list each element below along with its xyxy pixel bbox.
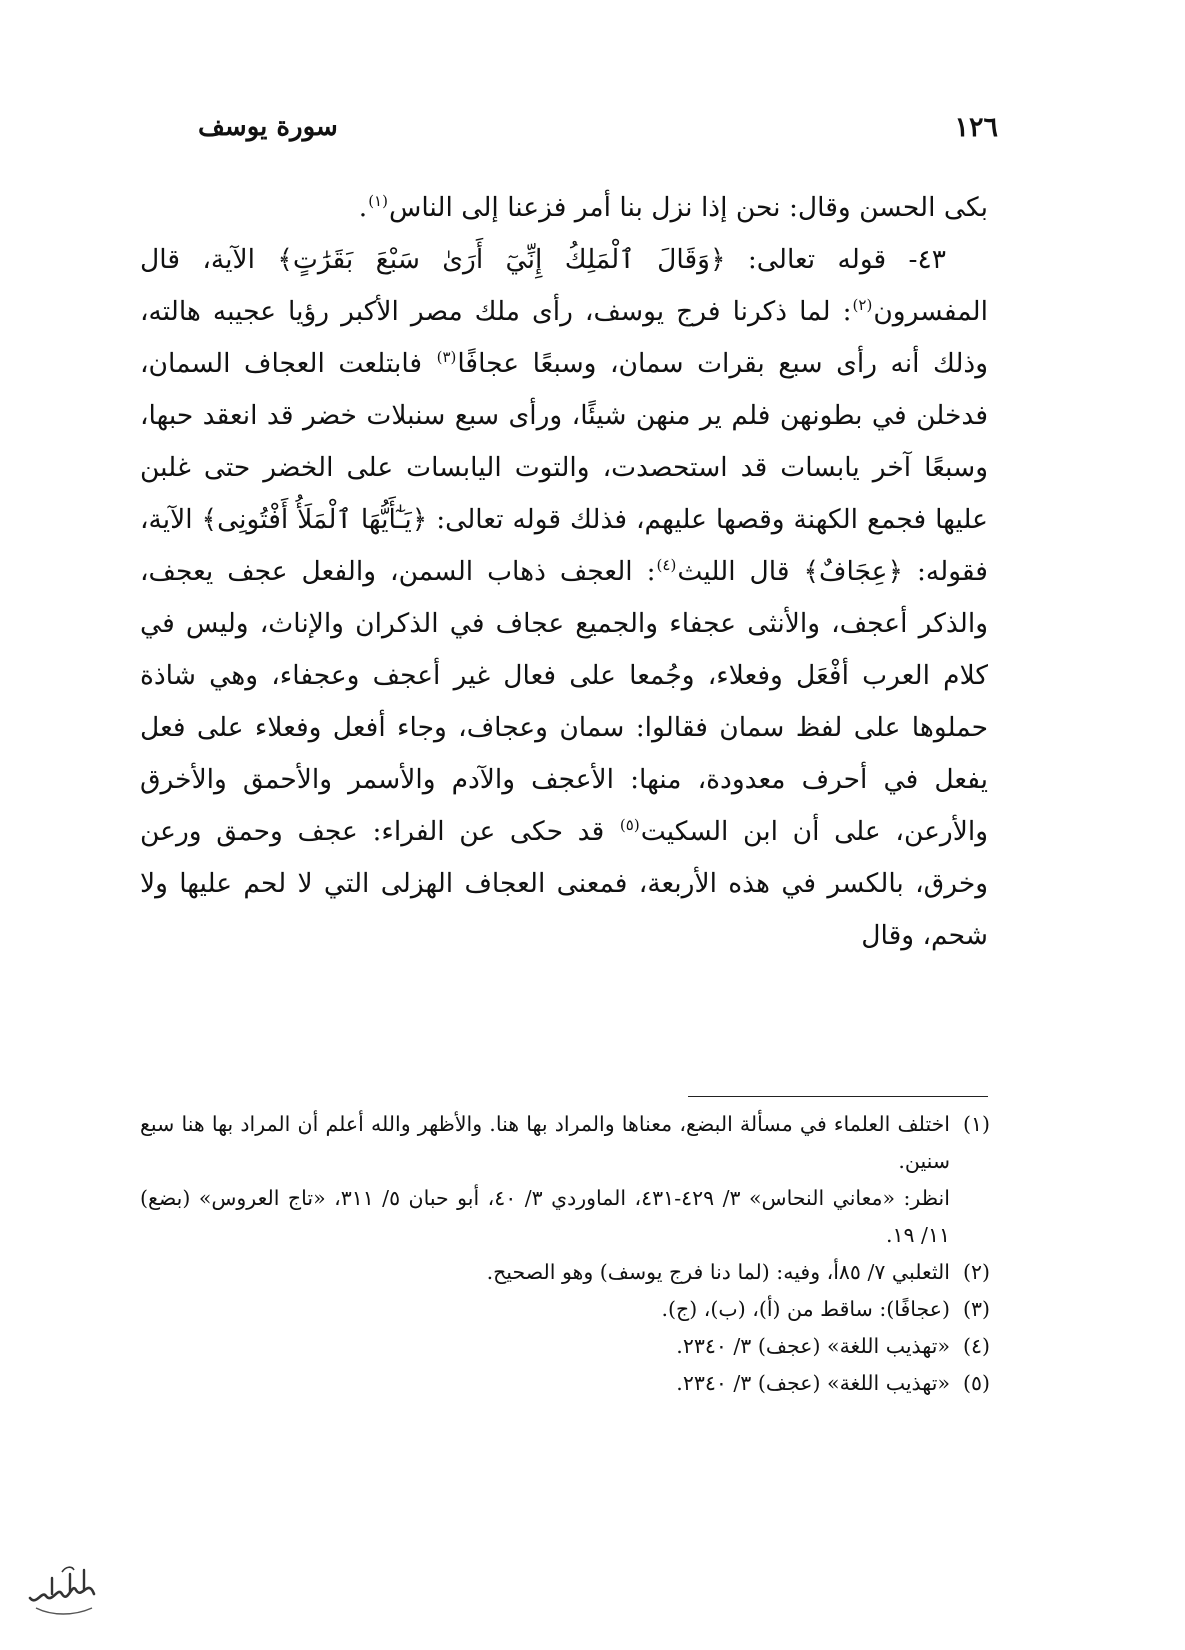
- main-text: [140, 182, 988, 962]
- footnote-number: (٣): [962, 1297, 990, 1321]
- page-number: ١٢٦: [954, 112, 998, 143]
- quran-quote-1: ﴿وَقَالَ ٱلْمَلِكُ إِنِّيٓ أَرَىٰ سَبْعَ بَقَرَٰتٍ﴾: [277, 244, 726, 275]
- footnote-2: [140, 1254, 990, 1291]
- footnotes: [140, 1106, 990, 1402]
- quran-quote-2: ﴿يَـٰٓأَيُّهَا ٱلْمَلَأُ أَفْتُونِى﴾: [201, 504, 428, 535]
- footnote-body: [140, 1291, 950, 1328]
- page-header: [198, 112, 998, 156]
- footnote-number: (١): [962, 1112, 990, 1136]
- footnote-body: [140, 1106, 950, 1254]
- publisher-stamp-logo: [22, 1560, 102, 1620]
- paragraph-1-text: بكى الحسن وقال: نحن إذا نزل بنا أمر فزعنا إلى الناس: [388, 192, 988, 223]
- footnote-5: [140, 1365, 990, 1402]
- footnote-ref-3: (٣): [436, 348, 457, 367]
- footnote-line: (عجافًا): ساقط من (أ)، (ب)، (ج).: [661, 1297, 950, 1321]
- paragraph-1: [140, 182, 988, 234]
- paragraph-2-part-b: الآية، قال المفسرون: [140, 244, 988, 327]
- running-title: سورة يوسف: [198, 112, 338, 142]
- footnote-1: [140, 1106, 990, 1254]
- footnote-divider: [688, 1096, 988, 1097]
- paragraph-2-part-f: قال الليث: [677, 556, 804, 587]
- footnote-ref-5: (٥): [619, 816, 640, 835]
- footnote-body: [140, 1254, 950, 1291]
- footnote-number: (٥): [962, 1371, 990, 1395]
- paragraph-2-part-e: الآية، فقوله:: [140, 504, 988, 587]
- paragraph-2-part-g: : العجف ذهاب السمن، والفعل عجف يعجف، والذكر أعجف، والأنثى عجفاء والجميع عجاف في الذكران والإناث، وليس في كلام العرب أفْعَل وفعلاء، وجُمعا على فعال غير أعجف وعجفاء، وهي شاذة حملوها على لفظ سمان فقالوا: سمان وعجاف، وجاء أفعل وفعلاء على فعل يفعل في أحرف معدودة، منها: الأعجف والآدم والأسمر والأحمق والأخرق والأرعن، على أن ابن السكيت: [140, 556, 988, 847]
- footnote-line: «تهذيب اللغة» (عجف) ٣/ ٢٣٤٠.: [676, 1334, 950, 1358]
- footnote-number: (٤): [962, 1334, 990, 1358]
- footnote-ref-2: (٢): [852, 296, 873, 315]
- footnote-3: [140, 1291, 990, 1328]
- paragraph-2-part-c: : لما ذكرنا فرج يوسف، رأى ملك مصر الأكبر رؤيا عجيبه هالته، وذلك أنه رأى سبع بقرات سمان، وسبعًا عجافًا: [140, 296, 988, 379]
- paragraph-2-part-h: قد حكى عن الفراء: عجف وحمق ورعن وخرق، بالكسر في هذه الأربعة، فمعنى العجاف الهزلى التي لا لحم عليها ولا شحم، وقال: [140, 816, 988, 951]
- footnote-line: «تهذيب اللغة» (عجف) ٣/ ٢٣٤٠.: [676, 1371, 950, 1395]
- paragraph-1-end: .: [358, 192, 368, 223]
- footnote-body: [140, 1328, 950, 1365]
- footnote-line: الثعلبي ٧/ ٨٥أ، وفيه: (لما دنا فرج يوسف) وهو الصحيح.: [486, 1260, 950, 1284]
- footnote-ref-4: (٤): [656, 556, 677, 575]
- quran-quote-3: ﴿عِجَافٌ﴾: [803, 556, 904, 587]
- footnote-ref-1: (١): [368, 192, 388, 211]
- footnote-body: [140, 1365, 950, 1402]
- paragraph-2: [140, 234, 988, 962]
- verse-number-text: ٤٣- قوله تعالى:: [725, 244, 946, 275]
- footnote-line: انظر: «معاني النحاس» ٣/ ٤٢٩-٤٣١، الماوردي ٣/ ٤٠، أبو حبان ٥/ ٣١١، «تاج العروس» (بضع) ١١/ ١٩.: [140, 1186, 950, 1247]
- footnote-4: [140, 1328, 990, 1365]
- paragraph-2-part-d: فابتلعت العجاف السمان، فدخلن في بطونهن فلم ير منهن شيئًا، ورأى سبع سنبلات خضر قد انعقد حبها، وسبعًا آخر يابسات قد استحصدت، والتوت اليابسات على الخضر حتى غلبن عليها فجمع الكهنة وقصها عليهم، فذلك قوله تعالى:: [140, 348, 988, 535]
- footnote-line: اختلف العلماء في مسألة البضع، معناها والمراد بها هنا. والأظهر والله أعلم أن المراد بها هنا سبع سنين.: [140, 1112, 950, 1173]
- footnote-number: (٢): [962, 1260, 990, 1284]
